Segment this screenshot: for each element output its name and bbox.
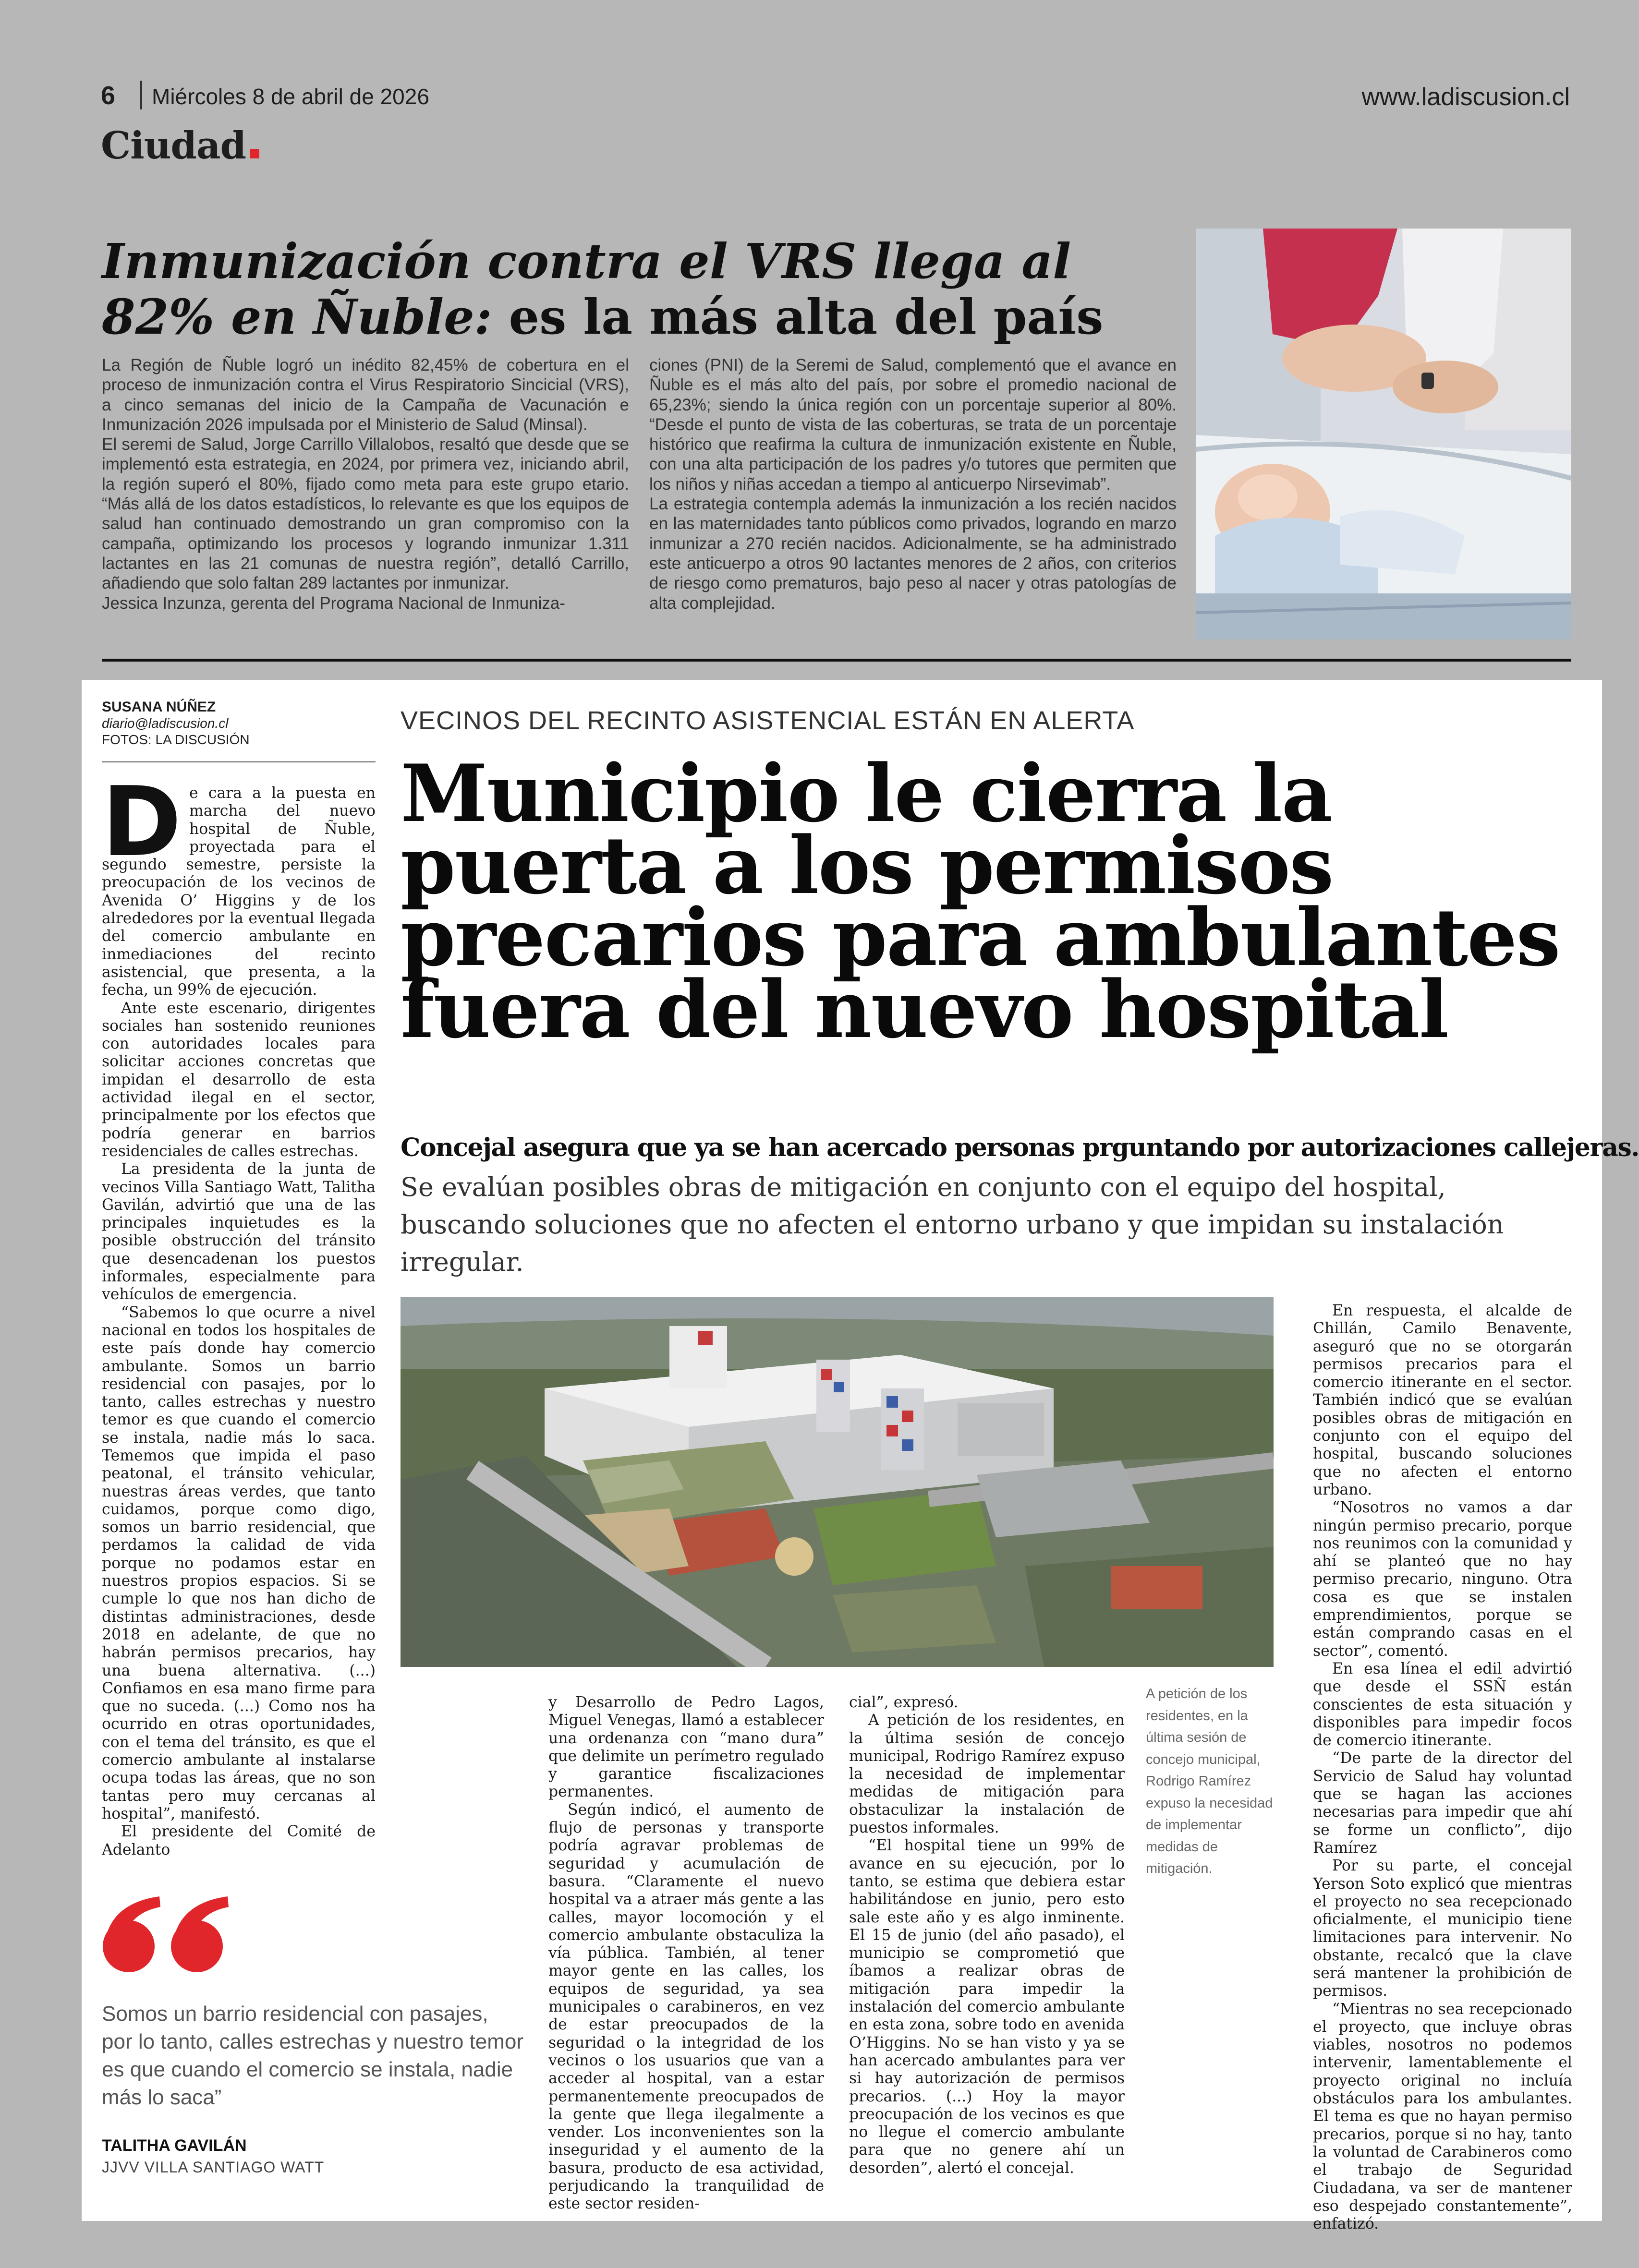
top-paragraph: ciones (PNI) de la Seremi de Salud, complementó que el avance en Ñuble es el más alto del país, por sobre el promedio nacional de 65,23%; siendo la única región con un porcentaje superior al 80%. “Desde el punto de vista de las coberturas, se trata de un porcentaje histórico que reafirma la cultura de inmunización existente en Ñuble, con una alta participación de los padres y/o tutores que permiten que los niños y niñas accedan a tiempo al anticuerpo Nirsevimab”. [649, 356, 1177, 494]
body-column-4 [1313, 1302, 1572, 2233]
body-column-2 [548, 1694, 824, 2213]
body-paragraph: “Sabemos lo que ocurre a nivel nacional en todos los hospitales de este país donde hay comercio ambulante. Somos un barrio residencial con pasajes, por lo tanto, calles estrechas y nuestro temor es que cuando el comercio se instala, nadie más lo saca. Tememos que impida el paso peatonal, el tránsito vehicular, nuestras áreas verdes, que tanto cuidamos, porque como digo, somos un barrio residencial, que perdamos la calidad de vida porque no podamos estar en nuestros propios espacios. Si se cumple lo que nos han dicho de distintas administraciones, desde 2018 en adelante, de que no habrán permisos precarios, hay una buena alternativa. (...) Confiamos en esa mano firme para que no suceda. (...) Como nos ha ocurrido en otras oportunidades, con el tema del tránsito, es que el comercio ambulante al instalarse ocupa todas las áreas, que no son tantas pero muy cercanas al hospital”, manifestó. [102, 1303, 376, 1822]
byline-photo-credit: FOTOS: LA DISCUSIÓN [102, 732, 250, 747]
section-label-text: Ciudad [101, 124, 246, 168]
body-paragraph: En respuesta, el alcalde de Chillán, Camilo Benavente, aseguró que no se otorgarán permisos precarios para el comercio itinerante en el sector. También indicó que se evalúan posibles obras de mitigación en conjunto con el equipo del hospital, buscando soluciones que no afecten el entorno urbano. [1313, 1302, 1572, 1498]
top-paragraph: El seremi de Salud, Jorge Carrillo Villalobos, resaltó que desde que se implementó esta estrategia, en 2024, por primera vez, iniciando abril, la región superó el 80%, fijado como meta para este grupo etario. “Más allá de los datos estadísticos, lo relevante es que los equipos de salud han continuado demostrando un gran compromiso con la campaña, optimizando los procesos y logrando inmunizar 1.311 lactantes en las 21 comunas de nuestra región”, detalló Carrillo, añadiendo que solo faltan 289 lactantes por inmunizar. [102, 435, 629, 593]
page-number: 6 [101, 81, 116, 110]
top-story-divider [102, 659, 1571, 662]
pull-quote: Somos un barrio residencial con pasajes, por lo tanto, calles estrechas y nuestro temor es que cuando el comercio se instala, nadie más lo saca” [102, 2002, 523, 2109]
site-url-link[interactable]: www.ladiscusion.cl [1361, 83, 1570, 111]
body-column-3 [849, 1694, 1125, 2177]
body-paragraph: Por su parte, el concejal Yerson Soto explicó que mientras el proyecto no sea recepcionado oficialmente, el municipio tiene limitaciones para intervenir. No obstante, recalcó que la clave será mantener la prohibición de permisos. [1313, 1857, 1572, 2000]
top-story-column-1 [102, 355, 629, 613]
body-paragraph: “Nosotros no vamos a dar ningún permiso precario, porque nos reunimos con la comunidad y ahí se planteó que no hay permiso precario, ninguno. Otra cosa es que se instalen emprendimientos, porque se están comprando casas en el sector”, comentó. [1313, 1499, 1572, 1660]
body-paragraph: “Mientras no sea recepcionado el proyecto, que incluye obras viables, nosotros no podemos intervenir, lamentablemente el proyecto original no incluía obstáculos para los ambulantes. El tema es que no hayan permiso precarios, porque si no hay, tanto la voluntad de Carabineros como el trabajo de Seguridad Ciudadana, va ser de mantener eso despejado constantemente”, enfatizó. [1313, 2000, 1572, 2233]
body-paragraph: y Desarrollo de Pedro Lagos, Miguel Venegas, llamó a establecer una ordenanza con “mano dura” que delimite un perímetro regulado y garantice fiscalizaciones permanentes. [548, 1694, 824, 1801]
body-paragraph: Ante este escenario, dirigentes sociales han sostenido reuniones con autoridades locales para solicitar acciones concretas que impidan el desarrollo de esta actividad ilegal en el sector, principalmente por los efectos que podría generar en barrios residenciales de calles estrechas. [102, 999, 376, 1160]
body-paragraph: El presidente del Comité de Adelanto [102, 1823, 376, 1858]
first-paragraph-text: e cara a la puesta en marcha del nuevo hospital de Ñuble, proyectada para el segundo semestre, persiste la preocupación de los vecinos de Avenida O’ Higgins y de los alrededores por la eventual llegada del comercio ambulante en inmediaciones del recinto asistencial, que presenta, a la fecha, un 99% de ejecución. [102, 784, 376, 999]
body-paragraph: “El hospital tiene un 99% de avance en su ejecución, por lo tanto, se estima que debiera estar habilitándose en junio, pero esto sale este año y es algo inminente. El 15 de junio (del año pasado), el municipio se comprometió que íbamos a realizar obras de mitigación para impedir la instalación del comercio ambulante en esta zona, sobre todo en avenida O’Higgins. No se han visto y ya se han acercado ambulantes para ver si hay autorización de permisos precarios. (...) Hoy la mayor preocupación de los vecinos es que no llegue el comercio ambulante para que no genere ahí un desorden”, alertó el concejal. [849, 1837, 1125, 2177]
body-paragraph: “De parte de la director del Servicio de Salud hay voluntad que se hagan las acciones necesarias para impedir que ahí se forme un conflicto”, dijo Ramírez [1313, 1749, 1572, 1857]
top-story-column-2 [649, 355, 1177, 613]
top-paragraph: Jessica Inzunza, gerenta del Programa Nacional de Inmuniza- [102, 593, 565, 613]
section-dot-icon [250, 149, 259, 158]
deck-bold: Concejal asegura que ya se han acercado personas prguntando por autorizaciones callejeras. [401, 1133, 1639, 1162]
pull-quote-author: TALITHA GAVILÁN [102, 2136, 247, 2155]
body-paragraph: A petición de los residentes, en la última sesión de concejo municipal, Rodrigo Ramírez expuso la necesidad de implementar medidas de mitigación para obstaculizar la instalación de puestos informales. [849, 1712, 1125, 1837]
issue-date: Miércoles 8 de abril de 2026 [152, 84, 429, 109]
newborn-photo-illustration [1196, 229, 1571, 639]
body-paragraph: En esa línea el edil advirtió que desde el SSÑ están conscientes de esta situación y disponibles para impedir focos de comercio itinerante. [1313, 1660, 1572, 1749]
first-paragraph [102, 766, 376, 1000]
newborn-vaccination-photo [1196, 229, 1571, 639]
top-paragraph: La Región de Ñuble logró un inédito 82,45% de cobertura en el proceso de inmunización contra el Virus Respiratorio Sincicial (VRS), a cinco semanas del inicio de la Campaña de Vacunación e Inmunización 2026 impulsada por el Ministerio de Salud (Minsal). [102, 356, 629, 434]
pull-quote-affiliation: JJVV VILLA SANTIAGO WATT [102, 2159, 325, 2176]
top-headline-rest: es la más alta del país [492, 289, 1104, 345]
main-headline: Municipio le cierra la puerta a los permisos precarios para ambulantes fuera del nuevo hospital [401, 747, 1560, 1056]
byline-divider [102, 761, 376, 762]
top-headline-italic: Inmunización contra el VRS llega al 82% en Ñuble: [102, 233, 1071, 345]
byline [102, 699, 250, 748]
photo-caption: A petición de los residentes, en la última sesión de concejo municipal, Rodrigo Ramírez expuso la necesidad de implementar medidas de mitigación. [1146, 1686, 1273, 1876]
body-paragraph: Según indicó, el aumento de flujo de personas y transporte podría agravar problemas de seguridad y acumulación de basura. “Claramente el nuevo hospital va a atraer más gente a las calles, mayor locomoción y el comercio ambulante obstaculiza la vía pública. También, al tener mayor gente en las calles, los equipos de seguridad, ya sea municipales o carabineros, en vez de estar preocupados de la seguridad o la integridad de los vecinos o los usuarios que van a acceder al hospital, van a estar permanentemente preocupados de la gente que llega ilegalmente a vender. Los inconvenientes son la inseguridad y el aumento de la basura, producto de esa actividad, perjudicando la tranquilidad de este sector residen- [548, 1801, 824, 2213]
top-paragraph: La estrategia contempla además la inmunización a los recién nacidos en las maternidades tanto públicos como privados, logrando en marzo inmunizar a 270 recién nacidos. Adicionalmente, se ha administrado este anticuerpo a otros 90 lactantes menores de 2 años, con criterios de riesgo como prematuros, bajo peso al nacer y otras patologías de alta complejidad. [649, 495, 1177, 613]
byline-email: diario@ladiscusion.cl [102, 716, 229, 731]
hospital-aerial-illustration [401, 1297, 1274, 1667]
body-paragraph: La presidenta de la junta de vecinos Villa Santiago Watt, Talitha Gavilán, advirtió que una de las principales inquietudes es la posible obstrucción del tránsito que desencadenan los puestos informales, especialmente para vehículos de emergencia. [102, 1160, 376, 1303]
kicker: VECINOS DEL RECINTO ASISTENCIAL ESTÁN EN ALERTA [401, 706, 1135, 735]
section-label [101, 124, 259, 168]
quote-mark-icon [101, 1894, 231, 1978]
top-story-headline [102, 233, 1178, 345]
body-column-1 [102, 766, 376, 1859]
deck-light: Se evalúan posibles obras de mitigación en conjunto con el equipo del hospital, buscando soluciones que no afecten el entorno urbano y que impidan su instalación irregular. [401, 1172, 1504, 1277]
drop-cap: D [102, 766, 182, 878]
header-separator [140, 81, 142, 109]
byline-author: SUSANA NÚÑEZ [102, 699, 216, 715]
hospital-aerial-photo [401, 1297, 1274, 1667]
body-paragraph: cial”, expresó. [849, 1694, 959, 1711]
